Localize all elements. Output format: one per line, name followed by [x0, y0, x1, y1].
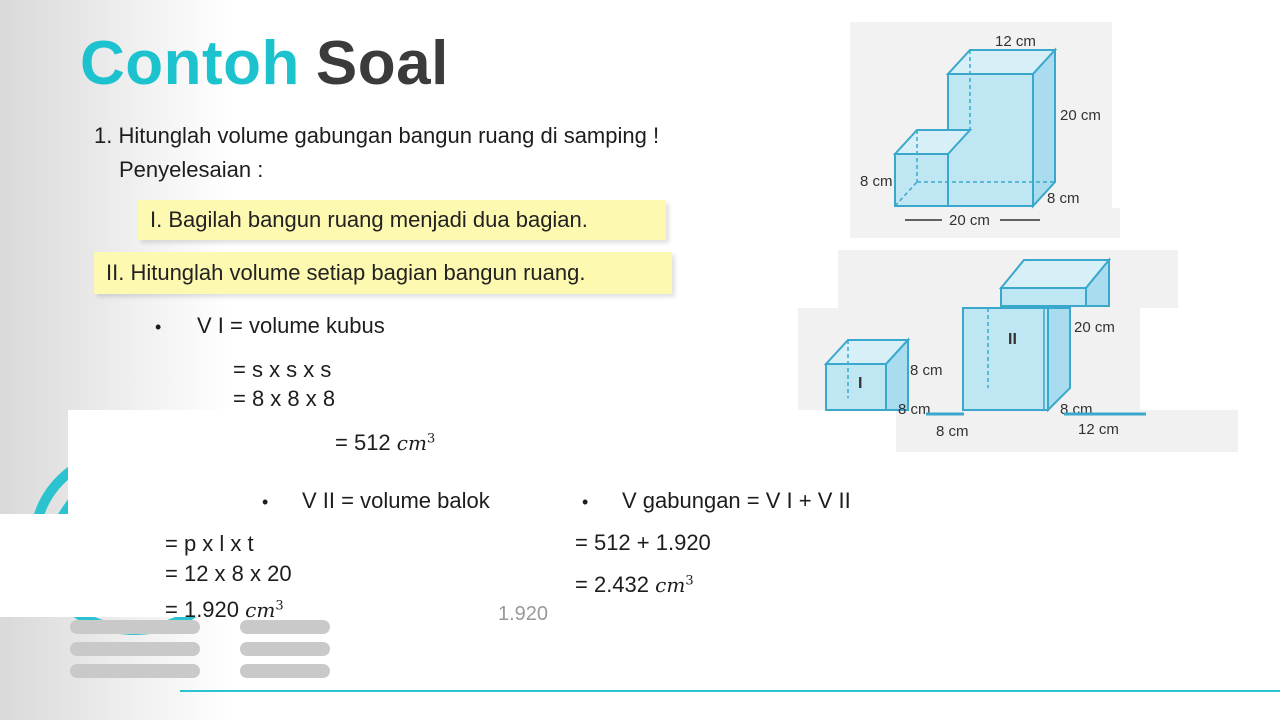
fig1-right-label: 20 cm	[1060, 107, 1101, 124]
v1-formula: = s x s x s	[233, 357, 332, 382]
bullet-v2: •	[262, 492, 269, 512]
fig1-left-label: 8 cm	[860, 173, 893, 190]
v2-label: V II = volume balok	[302, 488, 490, 513]
fig2-big-depth: 8 cm	[1060, 401, 1093, 418]
question-text: 1. Hitunglah volume gabungan bangun ruang di samping !	[94, 123, 660, 148]
fig2-label-I: I	[858, 375, 863, 392]
v1-unit: $cm^3$	[396, 431, 436, 455]
v2-result-value: = 1.920	[165, 597, 240, 622]
title-word-contoh: Contoh	[80, 29, 300, 98]
v2-result	[165, 597, 284, 622]
fig2-small-height: 8 cm	[910, 362, 943, 379]
v1-result	[335, 430, 435, 456]
step-one-text: I. Bagilah bangun ruang menjadi dua bagian.	[150, 207, 588, 232]
vg-sum: = 512 + 1.920	[575, 530, 711, 555]
bullet-vg: •	[582, 492, 589, 512]
vg-unit: $cm^3$	[655, 573, 694, 597]
v2-formula: = p x l x t	[165, 531, 254, 556]
bullet-v1: •	[155, 317, 162, 337]
step-one-box	[138, 200, 666, 240]
step-two-text: II. Hitunglah volume setiap bagian bangun ruang.	[106, 260, 586, 285]
page-title	[80, 28, 449, 99]
fig1-depth-label: 8 cm	[1047, 190, 1080, 207]
bottom-accent-line	[180, 690, 1280, 692]
v1-label: V I = volume kubus	[197, 313, 385, 338]
figure-split-solid	[796, 248, 1240, 454]
fig2-big-height: 20 cm	[1074, 319, 1115, 336]
fig1-bottom-label: 20 cm	[949, 212, 990, 229]
title-word-soal: Soal	[315, 29, 449, 98]
vg-result	[575, 572, 694, 598]
fig2-small-depth: 8 cm	[898, 401, 931, 418]
v1-result-value: = 512	[335, 430, 391, 455]
figure-combined-solid	[850, 22, 1120, 238]
v2-substitution: = 12 x 8 x 20	[165, 561, 292, 586]
vg-result-value: = 2.432	[575, 572, 650, 597]
v2-unit: $cm^3$	[245, 598, 284, 622]
vg-label: V gabungan = V I + V II	[622, 488, 851, 513]
solution-label: Penyelesaian :	[119, 157, 264, 182]
fig1-top-label: 12 cm	[995, 33, 1036, 50]
fig2-small-width: 8 cm	[936, 423, 969, 440]
fig2-label-II: II	[1008, 331, 1017, 348]
fig2-big-width: 12 cm	[1078, 421, 1119, 438]
step-two-box	[94, 252, 672, 294]
v2-ghost-result: 1.920	[498, 603, 549, 625]
v1-substitution: = 8 x 8 x 8	[233, 386, 336, 411]
